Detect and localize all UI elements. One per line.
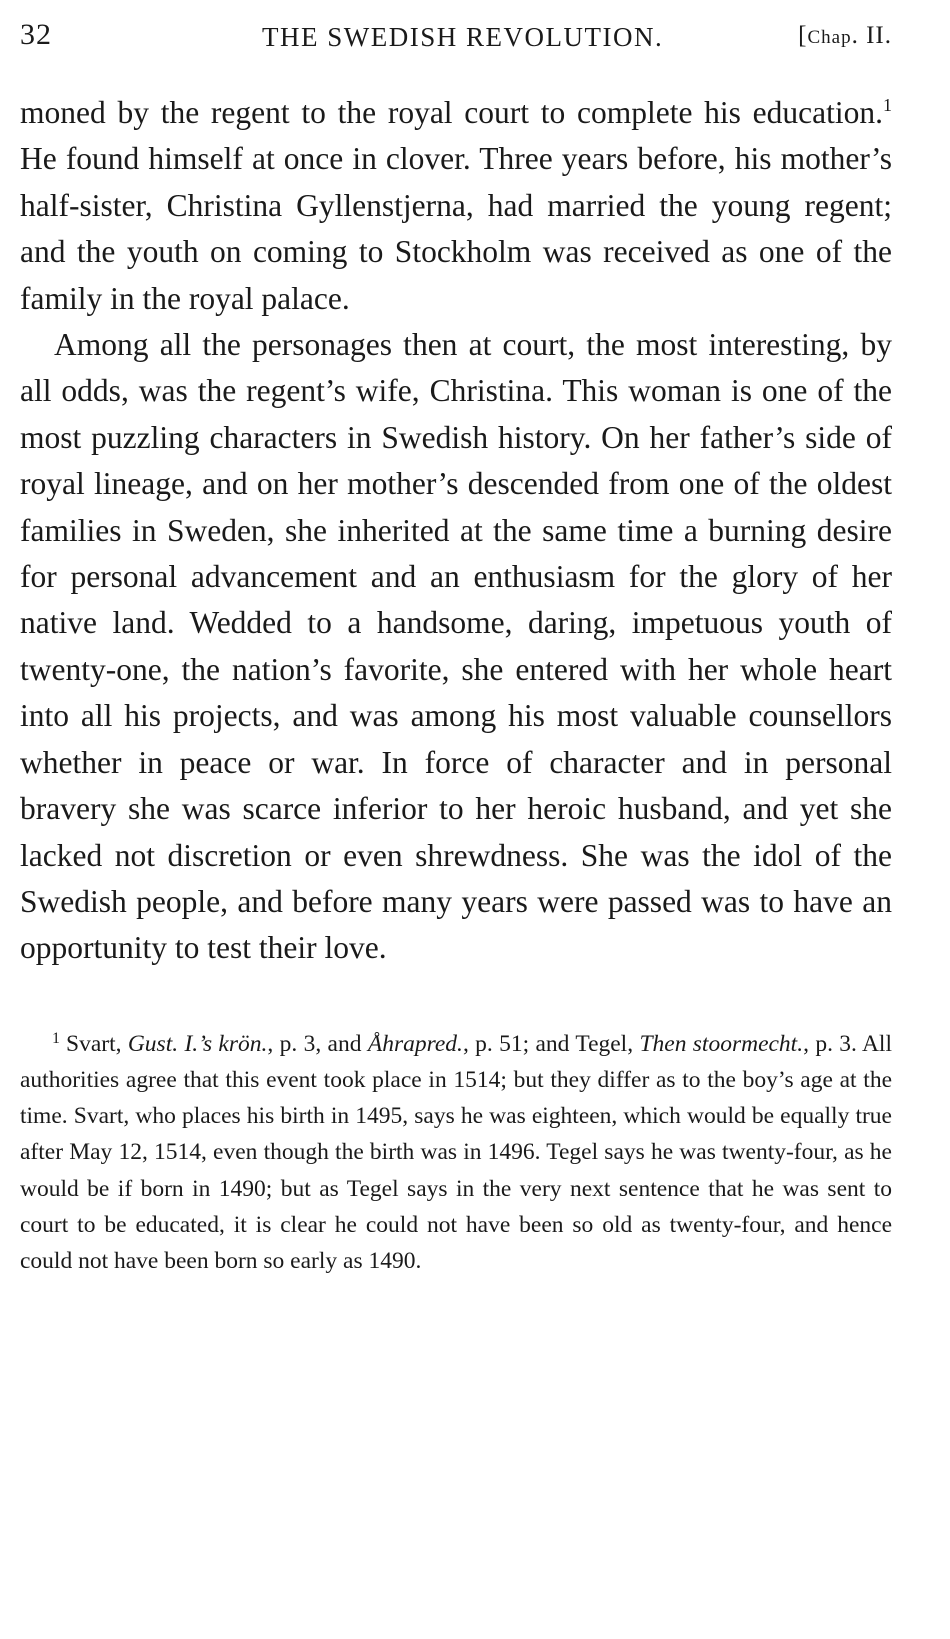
footnote-text-2: , p. 3, and — [267, 1030, 368, 1057]
paragraph-continued — [20, 90, 892, 322]
chapter-bracket: [ — [798, 22, 808, 49]
footnote-1 — [20, 1026, 892, 1279]
footnote-citation-2: Åhrapred. — [367, 1030, 463, 1057]
running-title: THE SWEDISH REVOLUTION. — [262, 22, 664, 52]
paragraph-christina: Among all the personages then at court, the most interesting, by all odds, was the regent’s wife, Christina. This woman is one of the most puzzling characters in Swedish history. On her father’s side of royal lineage, and on her mother’s descended from one of the oldest families in Sweden, she inherited at the same time a burning desire for personal advancement and an enthusiasm for the glory of her native land. Wedded to a handsome, daring, impetuous youth of twenty-one, the nation’s favorite, she entered with her whole heart into all his projects, and was among his most valuable counsellors whether in peace or war. In force of character and in personal bravery she was scarce inferior to her heroic husband, and yet she lacked not discretion or even shrewdness. She was the idol of the Swedish people, and before many years were passed was to have an opportunity to test their love. — [20, 327, 892, 966]
page-number: 32 — [20, 18, 52, 51]
footnote-reference: 1 — [883, 95, 892, 115]
paragraph-1-text-b: He found himself at once in clover. Three years before, his mother’s half-sister, Christina Gyllenstjerna, had married the young regent; and the youth on coming to Stockholm was received as one of the family in the royal palace. — [20, 141, 892, 316]
footnote-mark: 1 — [52, 1029, 60, 1047]
body-text — [20, 90, 892, 972]
chapter-abbrev: Chap — [807, 27, 852, 48]
footnote-citation-1: Gust. I.’s krön. — [127, 1030, 268, 1057]
chapter-reference — [798, 22, 892, 50]
running-head — [20, 12, 892, 58]
footnote-citation-3: Then stoormecht. — [639, 1030, 804, 1057]
book-page — [20, 12, 892, 1279]
paragraph-1-text-a: moned by the regent to the royal court to complete his education. — [20, 95, 883, 130]
footnote-text-4: , p. 3. All authorities agree that this event took place in 1514; but they differ as to the boy’s age at the time. Svart, who places his birth in 1495, says he was eighteen, which would be equally true after May 12, 1514, even though the birth was in 1496. Tegel says he was twenty-four, as he would be if born in 1490; but as Tegel says in the very next sentence that he was sent to court to be educated, it is clear he could not have been so old as twenty-four, and hence could not have been born so early as 1490. — [20, 1030, 892, 1274]
footnotes — [20, 1026, 892, 1279]
chapter-number: . II. — [851, 22, 892, 49]
footnote-text-3: , p. 51; and Tegel, — [462, 1030, 640, 1057]
footnote-text-1: Svart, — [66, 1030, 128, 1057]
